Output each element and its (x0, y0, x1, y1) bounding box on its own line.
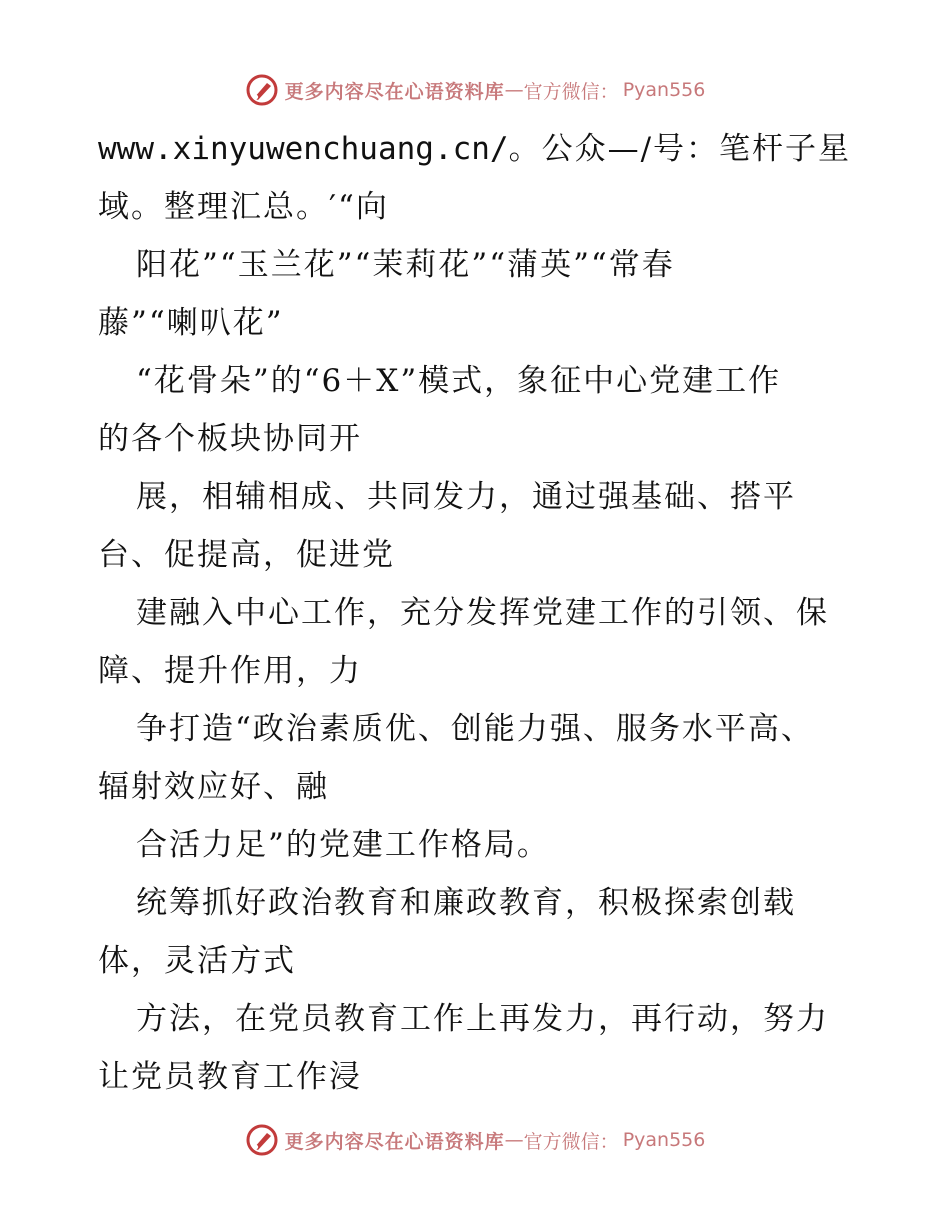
banner-account-id: Pyan556 (622, 79, 706, 101)
footer-banner (0, 1120, 950, 1160)
text-line: 的各个板块协同开 (98, 421, 362, 457)
pen-logo-icon (245, 1123, 279, 1157)
text-line: 建融入中心工作，充分发挥党建工作的引领、保 (136, 595, 829, 631)
banner-main-text: 更多内容尽在心语资料库 (284, 80, 505, 103)
text-line: 统筹抓好政治教育和廉政教育，积极探索创载 (136, 885, 796, 921)
header-banner (0, 70, 950, 110)
text-line: 辐射效应好、融 (98, 769, 329, 805)
text-line: “花骨朵”的“6＋X”模式，象征中心党建工作 (136, 363, 782, 399)
text-line: 展，相辅相成、共同发力，通过强基础、搭平 (136, 479, 796, 515)
text-line: 障、提升作用，力 (98, 653, 362, 689)
text-line: 藤”“喇叭花” (98, 305, 284, 341)
banner-account-id: Pyan556 (622, 1129, 706, 1151)
text-line: 让党员教育工作浸 (98, 1059, 362, 1095)
text-line: 阳花”“玉兰花”“茉莉花”“蒲英”“常春 (136, 247, 675, 283)
banner-account-label: 官方微信： (523, 1130, 619, 1153)
text-line (98, 120, 858, 178)
website-url: www.xinyuwenchuang.cn/ (98, 131, 509, 167)
banner-separator: — (504, 79, 524, 101)
line-text: 。公众—/号：笔杆子星 (508, 131, 852, 167)
document-body (98, 120, 858, 1106)
banner-main-text: 更多内容尽在心语资料库 (284, 1130, 505, 1153)
banner-account-label: 官方微信： (523, 80, 619, 103)
text-line: 体，灵活方式 (98, 943, 296, 979)
text-line: 方法，在党员教育工作上再发力，再行动，努力 (136, 1001, 829, 1037)
banner-separator: — (504, 1129, 524, 1151)
text-line: 台、促提高，促进党 (98, 537, 395, 573)
text-line: 争打造“政治素质优、创能力强、服务水平高、 (136, 711, 814, 747)
text-line: 域。整理汇总。′“向 (98, 189, 389, 225)
pen-logo-icon (245, 73, 279, 107)
text-line: 合活力足”的党建工作格局。 (136, 827, 550, 863)
